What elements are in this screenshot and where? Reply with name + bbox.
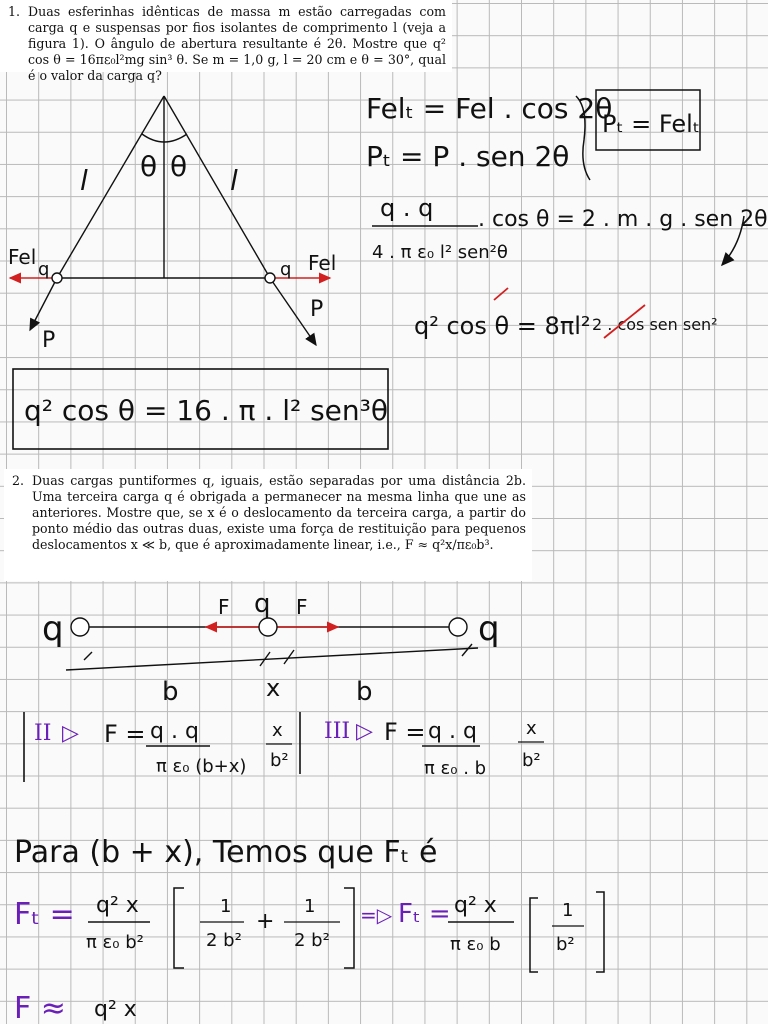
- problem-2-text: Duas cargas puntiformes q, iguais, estão separadas por uma distância 2b. Uma terceira carga q é obrigada a permanecer na mesma linha que une as anteriores. Mostre que, se x é o deslocamento da terceira carga, a partir do ponto médio das outras duas, existe uma força de restituição para pequenos deslocamentos x ≪ b, que é aproximadamente linear, i.e., F ≈ q²x/πε₀b³.: [32, 473, 526, 552]
- eq-II-den: π ε₀ (b+x): [156, 756, 247, 777]
- arrow-III: ▷: [356, 719, 373, 744]
- theta-left-label: θ: [140, 150, 158, 183]
- eq-fel-t: Felₜ = Fel . cos 2θ: [366, 92, 613, 125]
- ft-bracket-left: [174, 888, 184, 968]
- eq-II-num: q . q: [150, 719, 199, 744]
- string-left-label: l: [80, 164, 88, 197]
- weight-left-label: P: [42, 328, 56, 353]
- eq-III-fnum: x: [526, 718, 537, 739]
- eq-II-fden: b²: [270, 750, 289, 771]
- ft-b2-den: 2 b²: [294, 930, 330, 951]
- result-crossed: 2 . cos sen sen²: [592, 315, 718, 334]
- frac1-numerator: q . q: [380, 194, 434, 222]
- problem-1-number: 1.: [8, 4, 21, 19]
- ft-bracket-right: [344, 888, 354, 968]
- eq-III-num: q . q: [428, 719, 477, 744]
- string-left-line: [57, 96, 164, 278]
- sphere-left: [52, 273, 62, 283]
- weight-right-label: P: [310, 297, 324, 322]
- force-left-label: Fel: [8, 245, 37, 269]
- final-result: q² cos θ = 16 . π . l² sen³θ: [24, 394, 389, 427]
- ft2-b-num: 1: [562, 900, 574, 921]
- ft2-bracket-left: [530, 898, 538, 972]
- para-text: Para (b + x), Temos que Fₜ é: [14, 835, 438, 870]
- b-left-label: b: [162, 677, 179, 707]
- eq-II-fnum: x: [272, 720, 283, 741]
- string-right-line: [164, 96, 270, 278]
- eq-III-den: π ε₀ . b: [424, 758, 487, 779]
- final-approx-lhs: F ≈: [14, 991, 66, 1024]
- force-left-label-2: F: [218, 595, 230, 619]
- weight-left-arrow: [30, 278, 57, 330]
- force-right-label-2: F: [296, 595, 308, 619]
- q-left-label: q: [42, 609, 64, 649]
- ft-b2-num: 1: [304, 896, 316, 917]
- ft2-den: π ε₀ b: [450, 934, 501, 955]
- tick-1: [84, 652, 92, 660]
- charge-left-circle: [71, 618, 89, 636]
- b-right-label: b: [356, 677, 373, 707]
- ft-plus: +: [256, 909, 275, 934]
- string-right-label: l: [230, 164, 238, 197]
- eq-p-t: Pₜ = P . sen 2θ: [366, 140, 570, 173]
- eq-III-fden: b²: [522, 750, 541, 771]
- x-label: x: [266, 674, 281, 702]
- charge-left-label: q: [38, 259, 50, 280]
- result-lhs: q² cos θ = 8πl²: [414, 312, 591, 340]
- q-right-label: q: [478, 609, 500, 649]
- boxed-equality: Pₜ = Felₜ: [602, 110, 700, 138]
- force-right-label: Fel: [308, 251, 337, 275]
- final-approx-num: q² x: [94, 997, 137, 1022]
- figure-1: [10, 96, 330, 345]
- charge-right-circle: [449, 618, 467, 636]
- charge-right-label: q: [280, 259, 292, 280]
- ft2-lhs: Fₜ =: [398, 899, 451, 929]
- ft-lhs: Fₜ =: [14, 897, 75, 932]
- q-mid-label: q: [254, 589, 271, 619]
- ft-b1-num: 1: [220, 896, 232, 917]
- eq-II-lhs: F =: [104, 720, 146, 748]
- charge-mid-circle: [259, 618, 277, 636]
- ft2-bracket-right: [596, 892, 604, 972]
- problem-2-number: 2.: [12, 473, 25, 488]
- arrow-II: ▷: [62, 721, 79, 746]
- sphere-right: [265, 273, 275, 283]
- ft-implies: =▷: [360, 903, 393, 927]
- cos-relation: . cos θ = 2 . m . g . sen 2θ: [478, 207, 768, 232]
- problem-1-text: Duas esferinhas idênticas de massa m estão carregadas com carga q e suspensas por fios isolantes de comprimento l (veja a figura 1). O ângulo de abertura resultante é 2θ. Mostre que q² cos θ = 16πε₀l²mg sin³ θ. Se m = 1,0 g, l = 20 cm e θ = 30°, qual é o valor da carga q?: [28, 4, 446, 83]
- frac1-denominator: 4 . π ε₀ l² sen²θ: [372, 242, 508, 263]
- theta-right-label: θ: [170, 150, 188, 183]
- tick-3: [284, 650, 294, 664]
- ft2-num: q² x: [454, 893, 497, 918]
- ft-num: q² x: [96, 893, 139, 918]
- tick-4: [462, 644, 472, 656]
- eq-III-lhs: F =: [384, 718, 426, 746]
- ft-den: π ε₀ b²: [86, 932, 144, 953]
- label-III: III: [324, 719, 351, 744]
- dimension-line: [66, 648, 478, 670]
- cross-out-red-small: [494, 288, 508, 300]
- ft-b1-den: 2 b²: [206, 930, 242, 951]
- figure-2: [66, 618, 478, 670]
- label-II: II: [34, 721, 52, 746]
- ft2-b-den: b²: [556, 934, 575, 955]
